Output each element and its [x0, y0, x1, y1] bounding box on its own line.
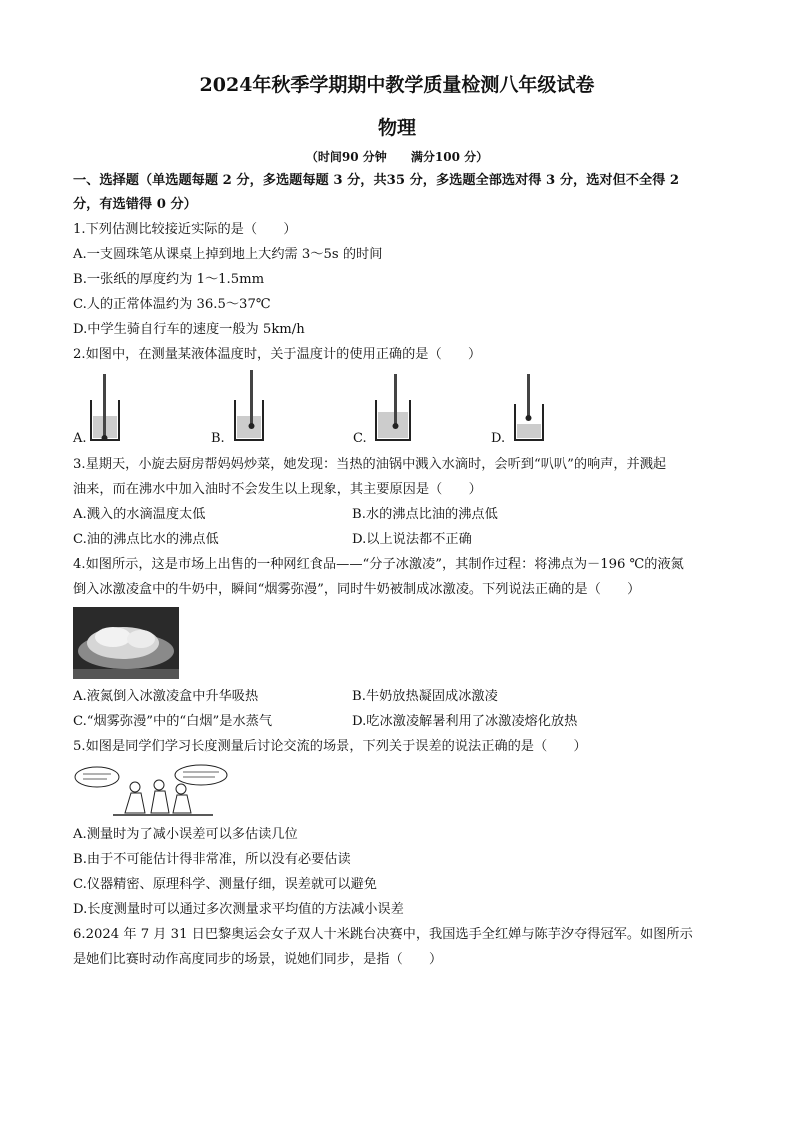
q2-label-d: D. [491, 431, 506, 446]
q1-option-b: B.一张纸的厚度约为 1～1.5mm [73, 272, 265, 287]
students-discussion-cartoon [73, 763, 245, 821]
q1-stem: 1.下列估测比较接近实际的是（ ） [73, 222, 297, 237]
q4-option-a: A.液氮倒入冰激凌盒中升华吸热 [73, 689, 259, 704]
q2-stem: 2.如图中，在测量某液体温度时，关于温度计的使用正确的是（ ） [73, 347, 482, 362]
q4-stem-cont: 倒入冰激凌盒中的牛奶中，瞬间“烟雾弥漫”，同时牛奶被制成冰激凌。下列说法正确的是（ ） [73, 582, 641, 597]
q1-option-c: C.人的正常体温约为 36.5～37℃ [73, 297, 271, 312]
thermometer-beaker-c-figure [370, 372, 416, 444]
q5-option-d: D.长度测量时可以通过多次测量求平均值的方法减小误差 [73, 902, 404, 917]
q3-option-a: A.溅入的水滴温度太低 [73, 507, 206, 522]
exam-title: 2024年秋季学期期中教学质量检测八年级试卷 [199, 74, 595, 96]
q4-option-c: C.“烟雾弥漫”中的“白烟”是水蒸气 [73, 714, 273, 729]
thermometer-beaker-a-figure [85, 372, 125, 444]
q6-stem-cont: 是她们比赛时动作高度同步的场景，说她们同步，是指（ ） [73, 952, 443, 967]
thermometer-beaker-b-figure [229, 368, 269, 444]
full-score: 满分100 分） [410, 150, 489, 164]
q2-label-c: C. [353, 431, 367, 446]
thermometer-beaker-d-figure [509, 372, 549, 444]
q6-stem: 6.2024 年 7 月 31 日巴黎奥运会女子双人十米跳台决赛中，我国选手全红婵与陈芋汐夺得冠军。如图所示 [73, 927, 693, 942]
q3-option-c: C.油的沸点比水的沸点低 [73, 532, 219, 547]
q2-label-a: A. [73, 431, 87, 446]
time-limit: （时间90 分钟 [305, 150, 387, 164]
q3-stem: 3.星期天，小旋去厨房帮妈妈炒菜，她发现：当热的油锅中溅入水滴时，会听到“叭叭”的响声，并溅起 [73, 457, 667, 472]
section-heading-cont: 分，有选错得 0 分） [73, 197, 197, 212]
q4-option-b: B.牛奶放热凝固成冰激凌 [352, 689, 498, 704]
q2-label-b: B. [211, 431, 225, 446]
subject-title: 物理 [377, 117, 416, 139]
q1-option-a: A.一支圆珠笔从课桌上掉到地上大约需 3～5s 的时间 [73, 247, 383, 262]
q3-option-d: D.以上说法都不正确 [352, 532, 472, 547]
q5-option-b: B.由于不可能估计得非常准，所以没有必要估读 [73, 852, 351, 867]
q5-option-c: C.仪器精密、原理科学、测量仔细，误差就可以避免 [73, 877, 377, 892]
q5-stem: 5.如图是同学们学习长度测量后讨论交流的场景，下列关于误差的说法正确的是（ ） [73, 739, 587, 754]
q5-option-a: A.测量时为了减小误差可以多估读几位 [73, 827, 298, 842]
section-heading: 一、选择题（单选题每题 2 分，多选题每题 3 分，共35 分，多选题全部选对得 3 分，选对但不全得 2 [73, 173, 680, 188]
q3-stem-cont: 油来，而在沸水中加入油时不会发生以上现象，其主要原因是（ ） [73, 482, 482, 497]
exam-info [0, 148, 794, 165]
q3-option-b: B.水的沸点比油的沸点低 [352, 507, 498, 522]
q4-option-d: D.吃冰激凌解暑利用了冰激凌熔化放热 [352, 714, 578, 729]
ice-cream-photo [73, 607, 179, 679]
q4-stem: 4.如图所示，这是市场上出售的一种网红食品——“分子冰激凌”，其制作过程：将沸点为－196 ℃的液氮 [73, 557, 684, 572]
q1-option-d: D.中学生骑自行车的速度一般为 5km/h [73, 322, 305, 337]
